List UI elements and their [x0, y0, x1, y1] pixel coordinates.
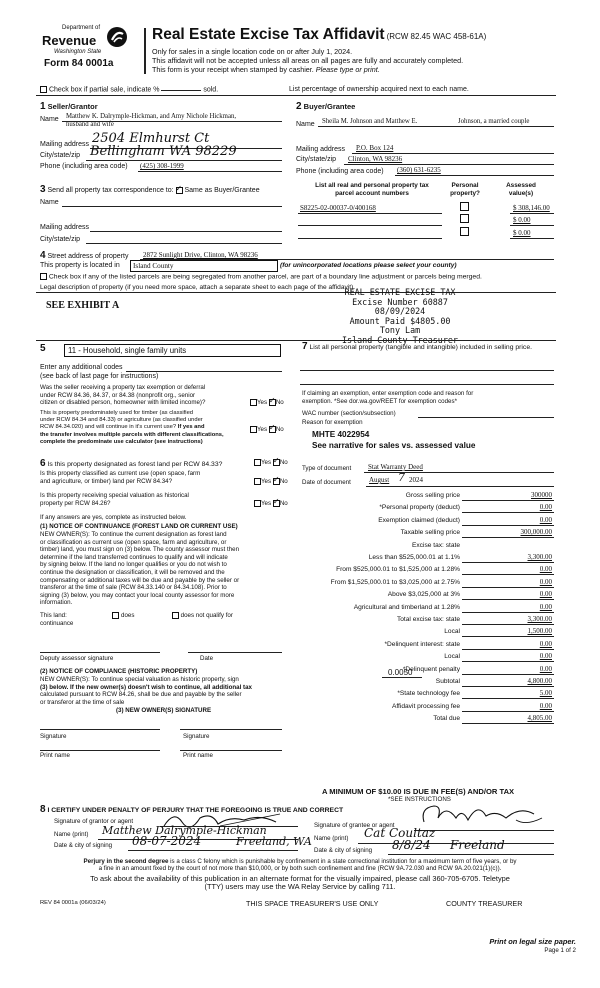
seller-name-2[interactable]: husband and wife	[66, 121, 114, 128]
seller-city[interactable]: Bellingham WA 98229	[90, 144, 237, 159]
partial-sale-tail: sold.	[203, 86, 219, 94]
p1-line: transferor at the time of sale (RCW 84.33.140 or 84.34.108). Prior to	[40, 584, 227, 592]
corr-mailing-label: Mailing address	[40, 224, 90, 231]
grantee-name-label: Name (print)	[314, 835, 349, 842]
minimum-note: A MINIMUM OF $10.00 IS DUE IN FEE(S) AND/OR TAX	[322, 787, 515, 796]
exempt-line-2: exemption. *See dor.wa.gov/REET for exemption codes*	[302, 397, 458, 405]
forest-q2	[40, 470, 200, 485]
exemption-question	[40, 384, 205, 407]
grantee-date-label: Date & city of signing	[314, 847, 373, 854]
calc-label: *Delinquent penalty	[402, 665, 460, 673]
buyer-name-label: Name	[296, 121, 315, 128]
calc-value[interactable]: 0.00	[539, 639, 552, 648]
q2-line-1: This is property predominately used for timber (as classified	[40, 410, 194, 416]
parcel-header-2	[442, 182, 488, 198]
doc-type-label: Type of document	[302, 465, 352, 472]
correspondence-heading	[40, 184, 260, 195]
reason-label: Reason for exemption	[302, 419, 363, 426]
seller-mailing[interactable]: 2504 Elmhurst Ct	[92, 131, 210, 146]
stamp-line-2: Excise Number 60887	[352, 296, 448, 307]
parcel-value[interactable]: $ 0.00	[513, 216, 531, 224]
additional-codes-note: (see back of last page for instructions)	[40, 373, 159, 380]
wac-label: WAC number (section/subsection)	[302, 410, 396, 417]
q2-answer	[250, 426, 284, 433]
seller-phone[interactable]: (425) 308-1999	[140, 162, 184, 170]
street-label: Street address of property	[47, 253, 129, 260]
land-does-not-label: does not qualify for	[180, 612, 233, 620]
calc-value[interactable]: 3,300.00	[527, 553, 552, 561]
parcel-value[interactable]: $ 308,146.00	[513, 204, 550, 212]
p1-line: signing (3) below, you may contact your local county assessor for more	[40, 591, 235, 599]
county-note: (for unincorporated locations please select your county)	[280, 262, 457, 269]
calc-value[interactable]: 0.00	[539, 503, 552, 512]
calc-value[interactable]: 0.00	[539, 652, 552, 661]
calc-value[interactable]: 0.00	[539, 602, 552, 611]
same-as-buyer-label: Same as Buyer/Grantee	[184, 187, 260, 194]
parcel-header-3	[496, 182, 546, 198]
seller-name-label: Name	[40, 116, 59, 123]
title-text: Real Estate Excise Tax Affidavit	[152, 26, 385, 43]
county-label: This property is located in	[40, 262, 120, 269]
p1-line: NEW OWNER(S): To continue the current designation as forest land	[40, 531, 227, 538]
use-num: 5	[40, 343, 46, 354]
additional-codes-label: Enter any additional codes	[40, 364, 123, 371]
legal-paper-note: Print on legal size paper.	[489, 937, 576, 946]
personal-property-checkbox[interactable]	[460, 227, 469, 236]
page-number: Page 1 of 2	[544, 947, 576, 954]
p1-line: or classification as current use (open space, farm and agriculture, or	[40, 538, 227, 546]
calc-label: From $1,525,000.01 to $3,025,000 at 2.75%	[330, 578, 460, 586]
calc-label: Affidavit processing fee	[391, 702, 460, 710]
owner-sig-label-1: Signature	[40, 733, 67, 740]
q1-line-3: citizen or disabled person, homeowner with limited income)?	[40, 399, 206, 407]
grantor-name[interactable]: Matthew Dalrymple-Hickman	[102, 824, 267, 837]
historic-no-checkbox[interactable]	[273, 500, 280, 507]
continuance-text	[40, 531, 292, 607]
q1-answer	[250, 399, 284, 406]
calc-value[interactable]: 4,805.00	[527, 714, 552, 723]
minimum-note-2: *SEE INSTRUCTIONS	[388, 796, 451, 803]
seller-city-label: City/state/zip	[40, 152, 81, 159]
partial-sale-row	[40, 86, 218, 93]
calc-label: *Delinquent interest: state	[384, 640, 460, 648]
legal-description[interactable]: SEE EXHIBIT A	[46, 300, 120, 311]
dept-name: Revenue	[42, 33, 97, 48]
calc-value[interactable]: 0.00	[539, 590, 552, 599]
grantee-date[interactable]: 8/8/24	[392, 838, 431, 852]
alt-format-2: (TTY) users may use the WA Relay Service by calling 711.	[204, 882, 396, 892]
q2-no-checkbox[interactable]	[269, 426, 276, 433]
calc-label: Total excise tax: state	[396, 616, 460, 623]
parcel-header-1	[302, 182, 442, 198]
revenue-logo-icon	[106, 26, 128, 48]
timber-question	[40, 410, 224, 446]
corr-name-label: Name	[40, 199, 59, 206]
use-code-select[interactable]	[64, 344, 281, 357]
calc-label: *Personal property (deduct)	[379, 504, 460, 512]
treasurer-stamp	[320, 288, 480, 346]
p2-line: (3) below. If the new owner(s) doesn't wish to continue, all additional tax	[40, 683, 252, 691]
forest-note: If any answers are yes, complete as instructed below.	[40, 514, 187, 521]
county-select[interactable]: Island County	[130, 260, 278, 272]
buyer-num: 2	[296, 101, 302, 112]
q1-line-1: Was the seller receiving a property tax exemption or deferral	[40, 384, 206, 391]
subtitle-3a: This form is your receipt when stamped by cashier.	[152, 65, 314, 74]
buyer-phone-label: Phone (including area code)	[296, 168, 384, 175]
grantee-name[interactable]: Cat Coultaz	[364, 826, 436, 840]
continuance-heading: (1) NOTICE OF CONTINUANCE (FOREST LAND OR CURRENT USE)	[40, 523, 238, 530]
forest-no: No	[279, 459, 288, 467]
calc-value[interactable]: 300000	[531, 491, 552, 499]
p2-line: or transferor at the time of sale	[40, 698, 125, 706]
forest-q1-answer	[254, 459, 288, 466]
subtitle-1: Only for sales in a single location code on or after July 1, 2024.	[152, 47, 353, 56]
current-use-yes: Yes	[261, 478, 272, 486]
use-code-value: 11 - Household, single family units	[68, 346, 187, 355]
seller-mailing-label: Mailing address	[40, 141, 90, 148]
perjury-bold: Perjury in the second degree	[83, 858, 169, 865]
stamp-line-3: 08/09/2024	[374, 306, 426, 317]
segregated-label: Check box if any of the listed parcels are being segregated from another parcel, are part of a boundary line adjustment or parcels being merged.	[48, 273, 482, 281]
new-owner-heading: (3) NEW OWNER(S) SIGNATURE	[116, 707, 212, 714]
doc-date-month[interactable]: August	[369, 476, 390, 484]
perjury-text: is a class C felony which is punishable by confinement in a state correctional institution for a maximum term of five years, or by	[168, 858, 517, 865]
buyer-mailing-label: Mailing address	[296, 146, 346, 153]
cert-heading-text: I CERTIFY UNDER PENALTY OF PERJURY THAT THE FOREGOING IS TRUE AND CORRECT	[47, 807, 344, 814]
seller-phone-label: Phone (including area code)	[40, 163, 128, 170]
subtitle-3b: Please type or print.	[315, 65, 380, 74]
subtitle-2: This affidavit will not be accepted unless all areas on all pages are fully and accurately completed.	[152, 56, 464, 65]
forest-num: 6	[40, 458, 46, 469]
state-name: Washington State	[54, 49, 102, 55]
p1-line: compensating or additional taxes will be due and payable by the seller or	[40, 576, 240, 584]
forest-q2-line-2: and agriculture, or timber) land per RCW 84.34?	[40, 477, 173, 485]
owner-sig-label-2: Signature	[183, 733, 210, 740]
compliance-text	[40, 676, 252, 706]
perjury-note	[36, 858, 564, 873]
form-number: Form 84 0001a	[44, 58, 114, 69]
historic-no: No	[279, 500, 288, 508]
land-label: This land:	[40, 612, 67, 620]
personal-heading	[302, 343, 552, 352]
parcel-value[interactable]: $ 0.00	[513, 229, 531, 237]
parcel-h1b: parcel account numbers	[335, 190, 409, 197]
buyer-name-tail[interactable]: Johnson, a married couple	[458, 118, 530, 125]
calc-label: *State technology fee	[397, 690, 460, 698]
buyer-phone[interactable]: (360) 631-6235	[397, 166, 441, 174]
grantor-city[interactable]: Freeland, WA	[236, 835, 312, 848]
seller-heading	[40, 101, 98, 112]
forest-q1-text: Is this property designated as forest land per RCW 84.33?	[47, 461, 223, 468]
parcel-h3b: value(s)	[508, 190, 534, 197]
calc-value[interactable]: 5.00	[539, 689, 552, 698]
location-num: 4	[40, 250, 46, 261]
forest-q3	[40, 492, 189, 507]
doc-date-year[interactable]: 2024	[409, 476, 423, 484]
cert-num: 8	[40, 804, 46, 815]
buyer-mailing[interactable]: P.O. Box 124	[356, 144, 394, 152]
current-use-no-checkbox[interactable]	[273, 478, 280, 485]
calc-value[interactable]: 0.00	[539, 515, 552, 524]
forest-q2-answer	[254, 478, 288, 485]
calc-label: Agricultural and timberland at 1.28%	[353, 603, 460, 611]
grantee-sig-label: Signature of grantee or agent	[314, 822, 395, 829]
buyer-heading-text: Buyer/Grantee	[303, 102, 356, 111]
calc-value[interactable]: 4,800.00	[527, 677, 552, 685]
forest-yes: Yes	[261, 459, 272, 467]
grantor-date-label: Date & city of signing	[54, 842, 113, 849]
grantee-signature[interactable]	[416, 798, 556, 832]
calc-label: From $525,000.01 to $1,525,000 at 1.28%	[336, 566, 460, 574]
doc-date-day[interactable]: 7	[398, 471, 405, 484]
forest-q1	[40, 458, 222, 469]
land-does-not-checkbox[interactable]	[172, 612, 179, 619]
p1-line: timber) land, you must sign on (3) below. The county assessor must then	[40, 546, 240, 554]
p2-line: NEW OWNER(S): To continue special valuation as historic property, sign	[40, 676, 239, 683]
buyer-name[interactable]: Sheila M. Johnson and Matthew E.	[322, 118, 418, 125]
treasurer-use: THIS SPACE TREASURER'S USE ONLY	[246, 899, 379, 908]
stamp-line-6: Island County Treasurer	[342, 334, 458, 345]
grantor-name-label: Name (print)	[54, 831, 89, 838]
forest-q3-line-2: property per RCW 84.26?	[40, 499, 111, 507]
calc-label: Total due	[433, 715, 460, 723]
parcel-account[interactable]: S8225-02-00037-0/400168	[300, 204, 376, 212]
q2-line-3: RCW 84.34.020) and will continue in it's current use?	[40, 424, 177, 431]
q1-no-checkbox[interactable]	[269, 399, 276, 406]
personal-property-checkbox[interactable]	[460, 214, 469, 223]
calc-label: Less than $525,000.01 at 1.1%	[368, 554, 460, 561]
perjury-text-2: a fine in an amount fixed by the court of not more than $10,000, or by both such confinement and fine (RCW 9A.72.030 and RCW 9A.20.021(1)(c)).	[98, 865, 502, 873]
calc-label: Exemption claimed (deduct)	[378, 516, 460, 524]
q2-no: No	[275, 426, 284, 434]
local-rate[interactable]: 0.0050	[388, 668, 413, 677]
dept-line: Department of	[62, 25, 101, 31]
seller-num: 1	[40, 101, 46, 112]
q1-yes: Yes	[257, 399, 268, 407]
segregated-checkbox[interactable]	[40, 273, 47, 280]
q1-yes-checkbox[interactable]	[250, 399, 257, 406]
land-does-label: does	[121, 612, 135, 620]
street-row	[40, 250, 128, 261]
q2-line-4: the transfer involves multiple parcels with different classifications,	[40, 431, 224, 438]
land-does-checkbox[interactable]	[112, 612, 119, 619]
doc-date-label: Date of document	[302, 479, 351, 486]
forest-q2-line-1: Is this property classified as current use (open space, farm	[40, 470, 201, 477]
q2-line-3b: If yes and	[177, 424, 205, 431]
dor-logo	[40, 24, 140, 80]
calc-value[interactable]: 300,000.00	[520, 528, 552, 537]
q2-line-5: complete the predominate use calculator (see instructions)	[40, 438, 203, 445]
q1-no: No	[275, 399, 284, 407]
continuance-label: continuance	[40, 620, 74, 627]
legal-label: Legal description of property (if you need more space, attach a separate sheet to each page of the affidavit).	[40, 284, 356, 291]
calc-label: Gross selling price	[405, 492, 460, 499]
compliance-heading: (2) NOTICE OF COMPLIANCE (HISTORIC PROPERTY)	[40, 668, 198, 675]
doc-type[interactable]: Stat Warranty Deed	[368, 463, 423, 471]
owner-print-label-2: Print name	[183, 752, 213, 759]
county-treasurer: COUNTY TREASURER	[446, 899, 523, 908]
q1-line-2: under RCW 84.36, 84.37, or 84.38 (nonprofit org., senior	[40, 391, 196, 399]
calc-label: Local	[444, 653, 460, 661]
stamp-line-1: REAL ESTATE EXCISE TAX	[344, 287, 456, 297]
corr-label: Send all property tax correspondence to:	[47, 187, 174, 194]
street-address[interactable]: 2872 Sunlight Drive, Clinton, WA 98236	[143, 251, 258, 259]
p1-line: information.	[40, 599, 73, 607]
corr-num: 3	[40, 184, 46, 195]
parcel-h2b: property?	[450, 190, 480, 197]
ownership-note: List percentage of ownership acquired next to each name.	[289, 86, 469, 93]
calc-value[interactable]: 0.00	[539, 577, 552, 586]
narrative-note[interactable]: See narrative for sales vs. assessed value	[312, 441, 476, 450]
calc-label: Excise tax: state	[411, 541, 460, 549]
alt-format-note	[36, 875, 564, 892]
revision: REV 84 0001a (06/03/24)	[40, 900, 106, 906]
buyer-city-label: City/state/zip	[296, 156, 337, 163]
subtitle-3	[152, 65, 380, 74]
buyer-heading	[296, 101, 355, 112]
grantee-signature-icon	[416, 798, 556, 830]
historic-yes-checkbox[interactable]	[254, 500, 261, 507]
q2-yes: Yes	[257, 426, 268, 434]
personal-property-checkbox[interactable]	[460, 202, 469, 211]
calc-label: Local	[444, 628, 460, 636]
alt-format-1: To ask about the availability of this publication in an alternate format for the visually impaired, please call 360-705-6705. Teletype	[90, 874, 510, 883]
segregated-row	[40, 273, 482, 280]
corr-city-label: City/state/zip	[40, 236, 81, 243]
parcel-h1: List all real and personal property tax	[315, 182, 429, 189]
calc-value[interactable]: 0.00	[539, 701, 552, 710]
stamp-line-4: Amount Paid $4805.00	[349, 315, 451, 326]
calc-label: Subtotal	[435, 678, 460, 685]
q2-line-2: under RCW 84.34 and 84.33) or agriculture (as classified under	[40, 417, 203, 424]
same-as-buyer-checkbox[interactable]	[176, 187, 183, 194]
calc-value[interactable]: 0.00	[539, 664, 552, 673]
forest-q3-line-1: Is this property receiving special valuation as historical	[40, 492, 189, 499]
title-code: (RCW 82.45 WAC 458-61A)	[386, 32, 487, 41]
exemption-note	[302, 390, 473, 405]
calc-label: Taxable selling price	[400, 529, 460, 537]
deputy-sig-label: Deputy assessor signature	[40, 655, 114, 662]
mhte-code[interactable]: MHTE 4022954	[312, 430, 370, 439]
p1-line: determine if the land transferred continues to qualify and will indicate	[40, 553, 228, 561]
p1-line: continue the designation or classification, it will be removed and the	[40, 568, 225, 576]
calc-value[interactable]: 0.00	[539, 565, 552, 574]
q2-yes-checkbox[interactable]	[250, 426, 257, 433]
seller-heading-text: Seller/Grantor	[47, 102, 98, 111]
grantee-city[interactable]: Freeland	[450, 838, 505, 852]
exempt-line-1: If claiming an exemption, enter exemption code and reason for	[302, 390, 474, 397]
forest-no-checkbox[interactable]	[273, 459, 280, 466]
land-qualify-row	[40, 612, 233, 619]
personal-label: List all personal property (tangible and intangible) included in selling price.	[309, 344, 532, 351]
partial-sale-label: Check box if partial sale, indicate %	[48, 86, 160, 94]
forest-yes-checkbox[interactable]	[254, 459, 261, 466]
grantor-sig-label: Signature of grantor or agent	[54, 818, 134, 825]
current-use-yes-checkbox[interactable]	[254, 478, 261, 485]
historic-yes: Yes	[261, 500, 272, 508]
parcel-h2: Personal	[451, 182, 479, 189]
form-title	[152, 26, 486, 44]
p2-line: calculated pursuant to RCW 84.26, shall be due and payable by the seller	[40, 691, 242, 699]
seller-name[interactable]: Matthew K. Dalrymple-Hickman, and Amy Nichole Hickman,	[66, 113, 237, 120]
parcel-h3: Assessed	[506, 182, 536, 189]
p1-line: by signing below. If the land no longer qualifies or you do not wish to	[40, 561, 227, 569]
owner-print-label-1: Print name	[40, 752, 70, 759]
deputy-date-label: Date	[200, 655, 214, 662]
calc-value[interactable]: 1,500.00	[527, 627, 552, 636]
calc-label: Above $3,025,000 at 3%	[387, 591, 460, 599]
forest-q3-answer	[254, 500, 288, 507]
personal-num: 7	[302, 341, 308, 352]
partial-sale-checkbox[interactable]	[40, 86, 47, 93]
buyer-city[interactable]: Clinton, WA 98236	[348, 155, 403, 163]
current-use-no: No	[279, 478, 288, 486]
grantor-date[interactable]: 08-07-2024	[132, 834, 202, 848]
stamp-line-5: Tony Lam	[379, 325, 421, 336]
calc-value[interactable]: 3,300.00	[527, 615, 552, 623]
